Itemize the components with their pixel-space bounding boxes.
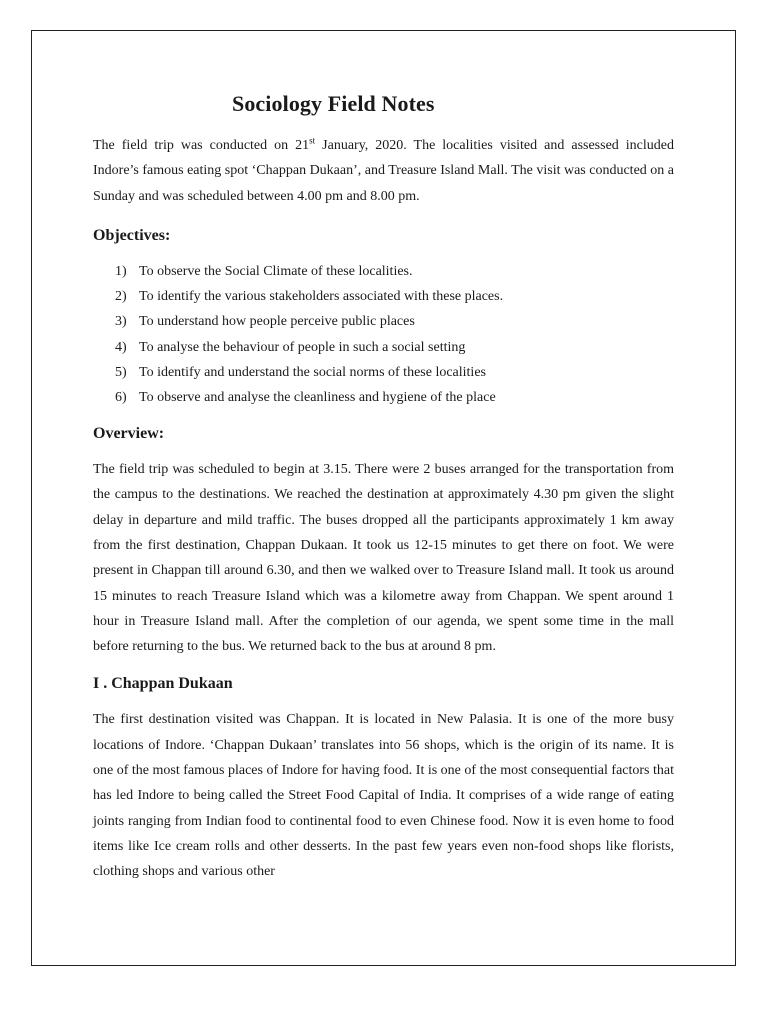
overview-paragraph: The field trip was scheduled to begin at 3.15. There were 2 buses arranged for the transportation from the campus to the destinations. We reached the destination at approximately 4.30 pm given the slight delay in departure and mild traffic. The buses dropped all the participants approximately 1 km away from the first destination, Chappan Dukaan. It took us 12-15 minutes to get there on foot. We were present in Chappan till around 6.30, and then we walked over to Treasure Island mall. It took us around 15 minutes to reach Treasure Island which was a kilometre away from Chappan. We spent around 1 hour in Treasure Island mall. After the completion of our agenda, we spent some time in the mall before returning to the bus. We returned back to the bus at around 8 pm.: [93, 462, 674, 655]
document-content: [93, 87, 674, 885]
section-heading-chappan-dukaan: I . Chappan Dukaan: [93, 675, 233, 693]
list-number: 6): [115, 389, 127, 405]
list-item: [115, 385, 674, 410]
list-item: [115, 259, 674, 284]
list-number: 1): [115, 263, 127, 279]
list-item: [115, 335, 674, 360]
overview-heading: Overview:: [93, 425, 165, 443]
list-text: To observe and analyse the cleanliness and hygiene of the place: [139, 389, 496, 405]
list-number: 5): [115, 364, 127, 380]
ordinal-suffix: st: [309, 135, 316, 146]
list-number: 4): [115, 339, 127, 355]
list-text: To observe the Social Climate of these localities.: [139, 263, 413, 279]
list-number: 3): [115, 314, 127, 330]
list-item: [115, 360, 674, 385]
list-item: [115, 309, 674, 334]
document-title: Sociology Field Notes: [232, 91, 435, 116]
list-text: To identify and understand the social norms of these localities: [139, 364, 486, 380]
list-text: To understand how people perceive public places: [139, 314, 415, 330]
objectives-list: [93, 259, 674, 410]
list-item: [115, 284, 674, 309]
list-text: To identify the various stakeholders associated with these places.: [139, 289, 504, 305]
list-text: To analyse the behaviour of people in such a social setting: [139, 339, 466, 355]
chappan-dukaan-paragraph: The first destination visited was Chappan. It is located in New Palasia. It is one of the more busy locations of Indore. ‘Chappan Dukaan’ translates into 56 shops, which is the origin of its name. It is one of the most famous places of Indore for having food. It is one of the most consequential factors that has led Indore to being called the Street Food Capital of India. It comprises of a wide range of eating joints ranging from Indian food to continental food to even Chinese food. Now it is even home to food items like Ice cream rolls and other desserts. In the past few years even non-food shops like florists, clothing shops and various other: [93, 712, 674, 880]
objectives-heading: Objectives:: [93, 226, 171, 244]
intro-text-start: The field trip was conducted on 21: [93, 138, 310, 153]
list-number: 2): [115, 289, 127, 305]
intro-paragraph: [93, 133, 674, 209]
intro-text-end: January, 2020. The localities visited and assessed included Indore’s famous eating spot ‘Chappan Dukaan’, and Treasure Island Mall. The visit was conducted on a Sunday and was scheduled between 4.00 pm and 8.00 pm.: [93, 138, 674, 204]
